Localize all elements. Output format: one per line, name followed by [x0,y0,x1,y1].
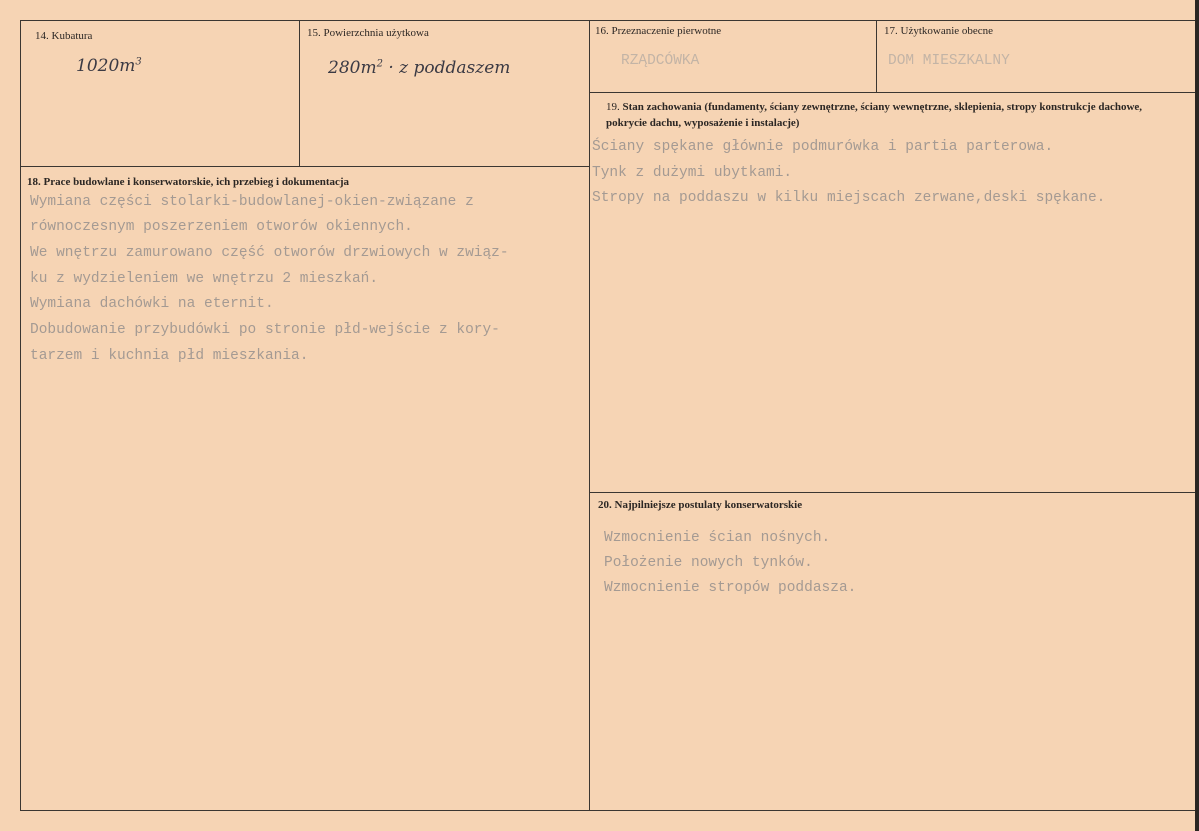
field-20-label: 20. Najpilniejsze postulaty konserwatorskie [598,499,803,511]
center-divider [589,20,590,810]
field-18-line-4: ku z wydzieleniem we wnętrzu 2 mieszkań. [30,271,379,287]
field-18-line-1: Wymiana części stolarki-budowlanej-okien-związane z [30,194,474,210]
scan-edge [1195,0,1199,831]
bottom-border [20,810,1195,811]
field-16-value: RZĄDCÓWKA [621,53,700,69]
field-16-label: 16. Przeznaczenie pierwotne [595,25,722,37]
field-18-line-7: tarzem i kuchnia płd mieszkania. [30,348,309,364]
divider-14-18 [20,166,589,167]
field-19-label: 19. Stan zachowania (fundamenty, ściany zewnętrzne, ściany wewnętrzne, sklepienia, stropy konstrukcje dachowe, pokrycie dachu, wyposażenie i instalacje) [606,101,1143,129]
field-20-line-2: Położenie nowych tynków. [604,555,813,571]
field-20-line-3: Wzmocnienie stropów poddasza. [604,580,857,596]
field-18-line-3: We wnętrzu zamurowano część otworów drzwiowych w związ- [30,245,509,261]
field-17-label: 17. Użytkowanie obecne [884,25,994,37]
field-17-value: DOM MIESZKALNY [888,53,1010,69]
divider-19-20 [589,492,1195,493]
field-14-label: 14. Kubatura [35,30,93,42]
divider-16-19 [589,92,1195,93]
field-15-value: $280m^2 \cdot z$ poddaszem [328,58,511,78]
field-19-line-2: Tynk z dużymi ubytkami. [592,165,793,181]
field-19-line-1: Ściany spękane głównie podmurówka i partia parterowa. [592,139,1054,155]
top-border [20,20,1195,21]
field-18-line-2: równoczesnym poszerzeniem otworów okiennych. [30,219,413,235]
field-15-label: 15. Powierzchnia użytkowa [307,27,429,39]
left-border [20,20,21,810]
field-18-label: 18. Prace budowlane i konserwatorskie, ich przebieg i dokumentacja [27,176,350,188]
field-14-value: $1020m^3$ [76,56,142,76]
field-18-line-6: Dobudowanie przybudówki po stronie płd-wejście z kory- [30,322,500,338]
field-20-line-1: Wzmocnienie ścian nośnych. [604,530,831,546]
field-18-line-5: Wymiana dachówki na eternit. [30,296,274,312]
field-19-line-3: Stropy na poddaszu w kilku miejscach zerwane,deski spękane. [592,190,1106,206]
divider-16-17 [876,20,877,92]
divider-14-15 [299,20,300,166]
